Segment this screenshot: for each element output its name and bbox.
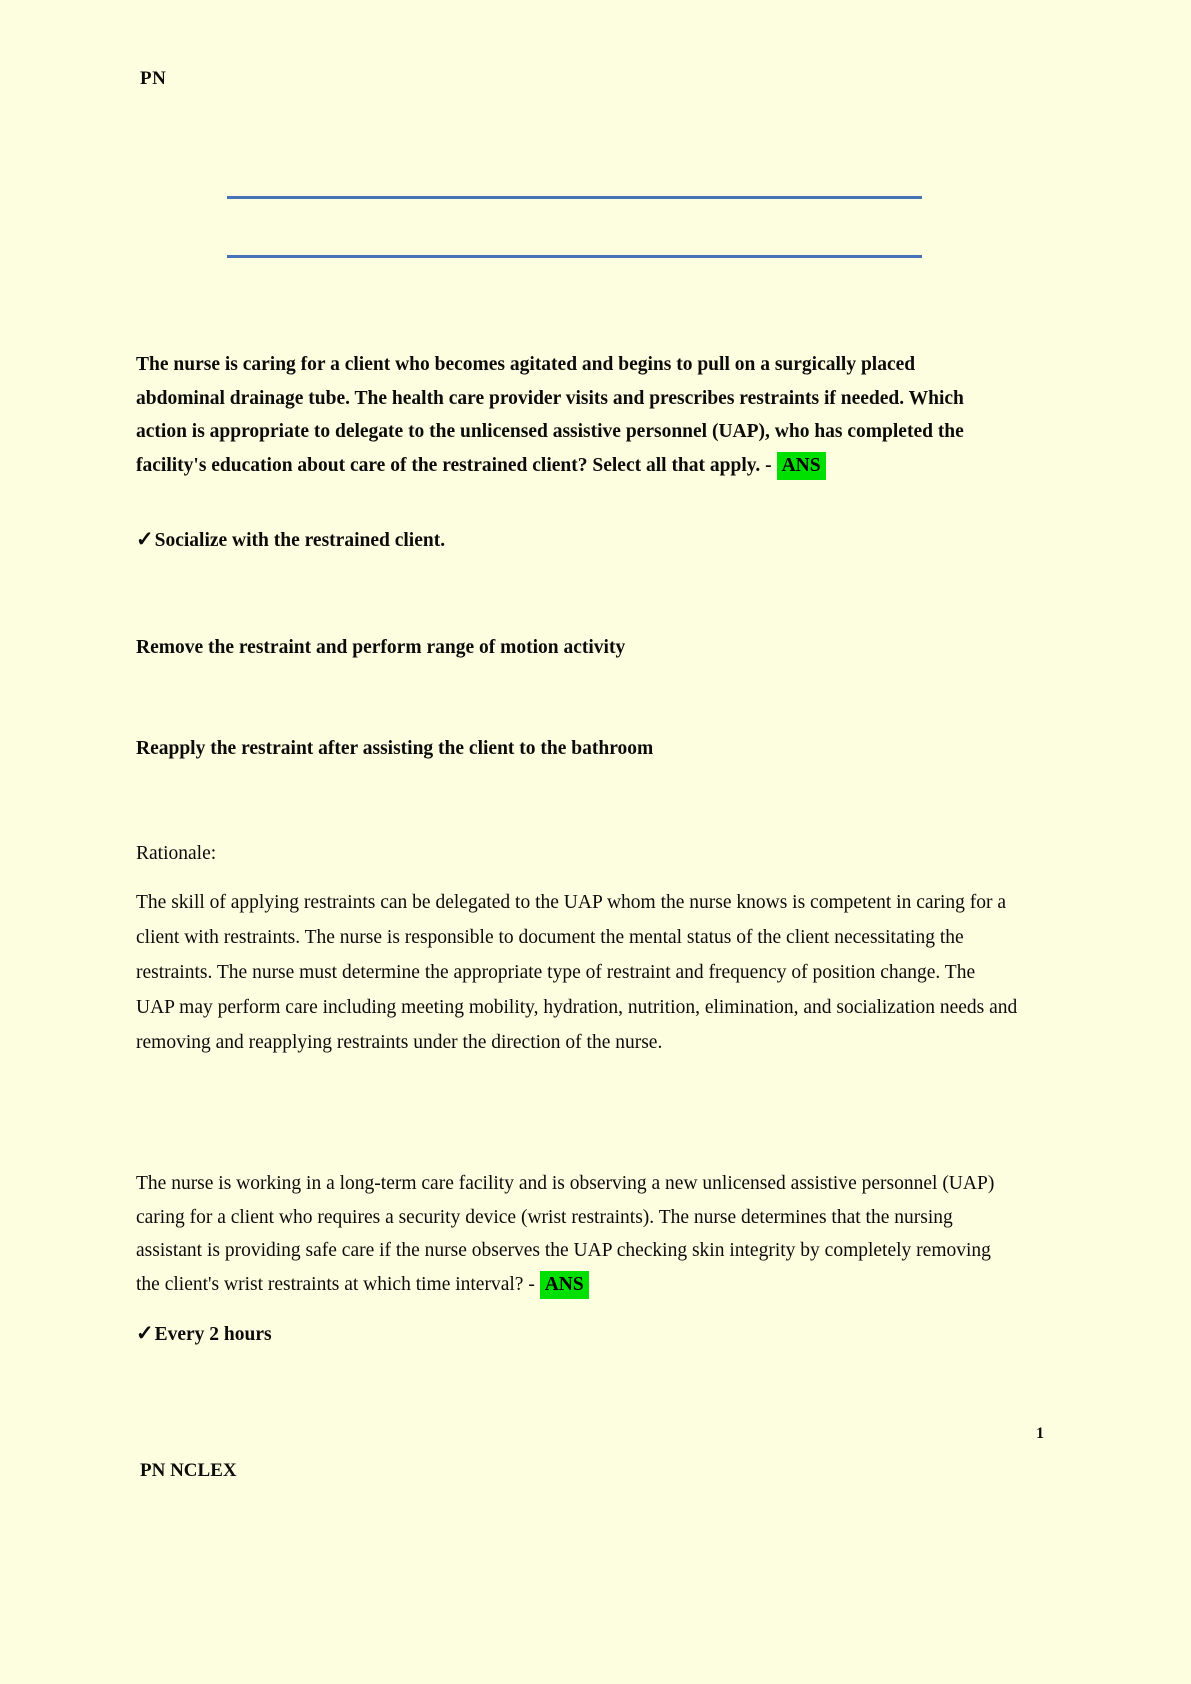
answer-highlight-ans-1: ANS xyxy=(777,452,826,480)
question-1 xyxy=(136,348,970,482)
question-2 xyxy=(136,1167,1008,1301)
page-header: PN xyxy=(140,68,167,89)
footer-pn-nclex: PN NCLEX xyxy=(140,1460,237,1481)
page-number: 1 xyxy=(1036,1425,1044,1442)
option-remove-restraint: Remove the restraint and perform range of motion activity xyxy=(136,637,626,658)
question-1-text: The nurse is caring for a client who becomes agitated and begins to pull on a surgically placed abdominal drainage tube. The health care provider visits and prescribes restraints if needed. Which action is appropriate to delegate to the unlicensed assistive personnel (UAP), who has completed the facility's education about care of the restrained client? Select all that apply. - xyxy=(136,354,964,476)
title-underline-1 xyxy=(227,196,922,199)
rationale-label: Rationale: xyxy=(136,843,217,864)
title-underline-2 xyxy=(227,255,922,258)
question-2-text: The nurse is working in a long-term care facility and is observing a new unlicensed assistive personnel (UAP) caring for a client who requires a security device (wrist restraints). The nurse determines that the nursing assistant is providing safe care if the nurse observes the UAP checking skin integrity by completely removing the client's wrist restraints at which time interval? - xyxy=(136,1173,995,1295)
correct-answer-2-text: Every 2 hours xyxy=(154,1324,272,1345)
answer-highlight-ans-2: ANS xyxy=(540,1271,589,1299)
option-reapply-restraint: Reapply the restraint after assisting the client to the bathroom xyxy=(136,738,654,759)
correct-option-1 xyxy=(136,527,445,552)
correct-option-1-text: Socialize with the restrained client. xyxy=(154,530,446,551)
check-icon: ✓ xyxy=(136,527,154,551)
check-icon: ✓ xyxy=(136,1321,154,1345)
rationale-text: The skill of applying restraints can be delegated to the UAP whom the nurse knows is competent in caring for a client with restraints. The nurse is responsible to document the mental status of the client necessitating the restraints. The nurse must determine the appropriate type of restraint and frequency of position change. The UAP may perform care including meeting mobility, hydration, nutrition, elimination, and socialization needs and removing and reapplying restraints under the direction of the nurse. xyxy=(136,892,1018,1053)
correct-answer-2 xyxy=(136,1321,272,1346)
